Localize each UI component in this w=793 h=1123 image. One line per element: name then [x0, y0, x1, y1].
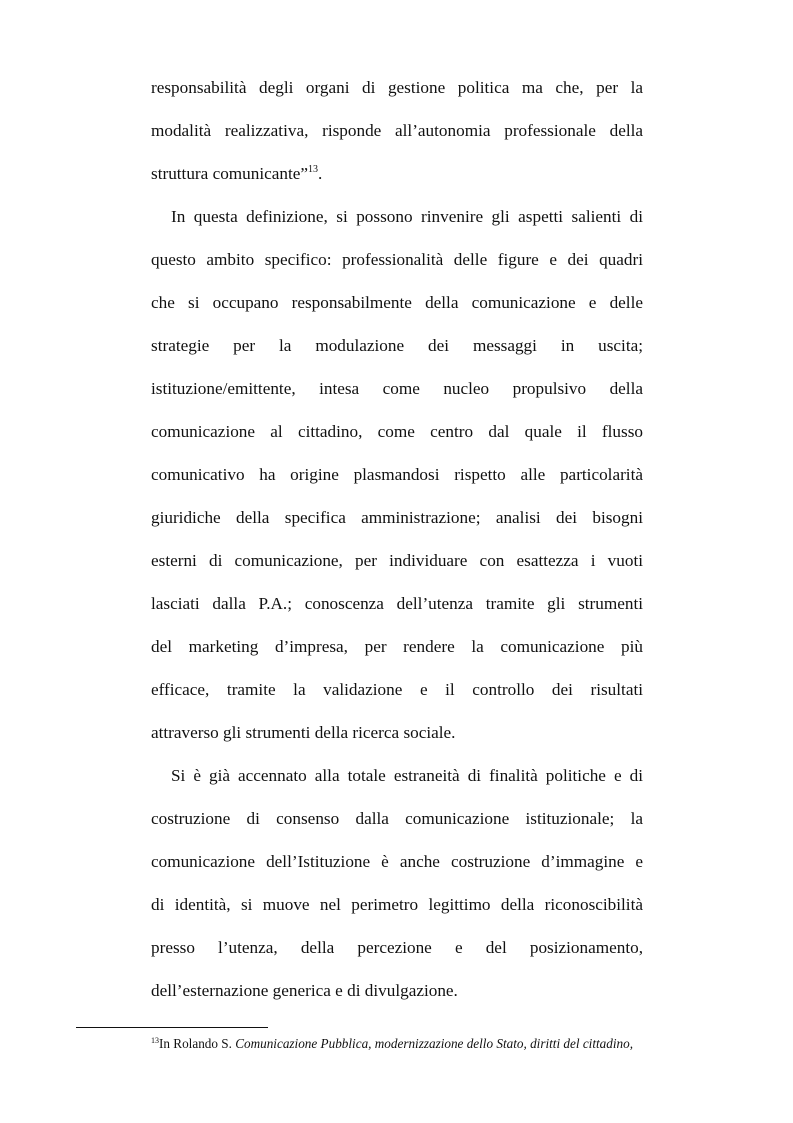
text-line: Si è già accennato alla totale estraneità di finalità politiche e di: [171, 766, 643, 785]
text-line: [151, 152, 643, 195]
text-line: strategie per la modulazione dei messaggi in uscita;: [151, 336, 643, 355]
text-line-content: struttura comunicante”: [151, 164, 309, 183]
text-line: attraverso gli strumenti della ricerca sociale.: [151, 723, 456, 742]
text-line: presso l’utenza, della percezione e del posizionamento,: [151, 938, 643, 957]
text-line: questo ambito specifico: professionalità delle figure e dei quadri: [151, 250, 643, 269]
sentence-end: .: [318, 164, 323, 183]
footnote-title: Comunicazione Pubblica, modernizzazione dello Stato, diritti del cittadino,: [235, 1036, 633, 1051]
paragraph-3: [151, 754, 643, 1012]
text-line: responsabilità degli organi di gestione politica ma che, per la: [151, 78, 643, 97]
text-line: comunicazione al cittadino, come centro dal quale il flusso: [151, 422, 643, 441]
body-text: [151, 66, 643, 1012]
footnote-number: 13: [151, 1036, 159, 1045]
paragraph-2: [151, 195, 643, 754]
footnote-prefix: In Rolando S.: [159, 1036, 236, 1051]
footnote: [151, 1035, 646, 1053]
text-line: comunicazione dell’Istituzione è anche costruzione d’immagine e: [151, 852, 643, 871]
text-line: esterni di comunicazione, per individuare con esattezza i vuoti: [151, 551, 643, 570]
paragraph-1: [151, 66, 643, 195]
text-line: In questa definizione, si possono rinvenire gli aspetti salienti di: [171, 207, 643, 226]
text-line: giuridiche della specifica amministrazione; analisi dei bisogni: [151, 508, 643, 527]
footnote-divider: [76, 1027, 268, 1028]
text-line: comunicativo ha origine plasmandosi rispetto alle particolarità: [151, 465, 643, 484]
text-line: costruzione di consenso dalla comunicazione istituzionale; la: [151, 809, 643, 828]
text-line: istituzione/emittente, intesa come nucleo propulsivo della: [151, 379, 643, 398]
text-line: lasciati dalla P.A.; conoscenza dell’utenza tramite gli strumenti: [151, 594, 643, 613]
text-line: che si occupano responsabilmente della comunicazione e delle: [151, 293, 643, 312]
text-line: di identità, si muove nel perimetro legittimo della riconoscibilità: [151, 895, 643, 914]
footnote-reference: 13: [308, 164, 319, 175]
text-line: del marketing d’impresa, per rendere la comunicazione più: [151, 637, 643, 656]
text-line: modalità realizzativa, risponde all’autonomia professionale della: [151, 121, 643, 140]
text-line: dell’esternazione generica e di divulgazione.: [151, 981, 458, 1000]
text-line: efficace, tramite la validazione e il controllo dei risultati: [151, 680, 643, 699]
